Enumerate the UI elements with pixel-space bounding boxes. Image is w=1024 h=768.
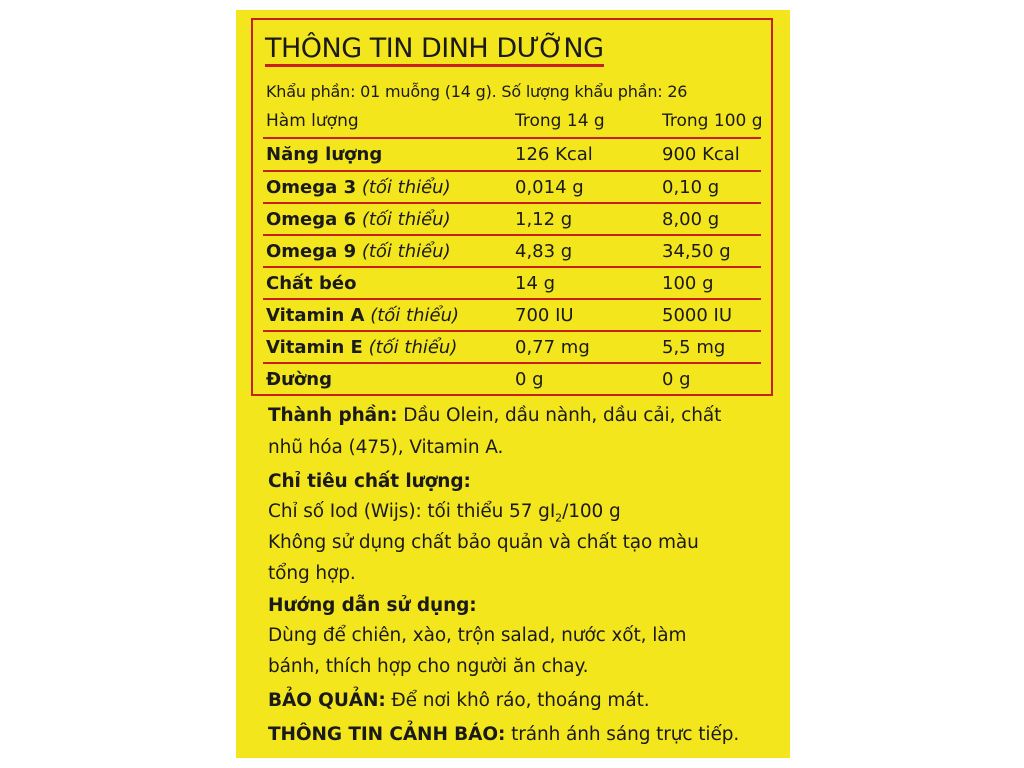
- usage-line-1: Dùng để chiên, xào, trộn salad, nước xốt, làm: [268, 625, 687, 646]
- header-name: Hàm lượng: [266, 111, 359, 131]
- nutrient-per-serving: 700 IU: [515, 305, 574, 326]
- nutrition-row: [263, 268, 761, 299]
- nutrient-per-100: 100 g: [662, 273, 714, 294]
- nutrient-per-serving: 0,014 g: [515, 177, 584, 198]
- nutrient-name: Vitamin A: [266, 305, 365, 326]
- quality-line-3: tổng hợp.: [268, 563, 356, 584]
- nutrient-name: Năng lượng: [266, 144, 383, 165]
- iodine-text: Chỉ số Iod (Wijs): tối thiểu 57 gI: [268, 501, 556, 522]
- storage-text: Để nơi khô ráo, thoáng mát.: [391, 690, 650, 711]
- nutrient-per-100: 34,50 g: [662, 241, 731, 262]
- nutrient-per-serving: 14 g: [515, 273, 556, 294]
- nutrient-per-serving: 0 g: [515, 369, 544, 390]
- nutrient-per-100: 8,00 g: [662, 209, 720, 230]
- nutrient-per-serving: 1,12 g: [515, 209, 573, 230]
- nutrition-row: [263, 204, 761, 235]
- quality-line-2: Không sử dụng chất bảo quản và chất tạo màu: [268, 532, 699, 553]
- usage-heading: Hướng dẫn sử dụng:: [268, 595, 477, 616]
- warning-label: THÔNG TIN CẢNH BÁO:: [268, 724, 506, 745]
- nutrient-note: (tối thiểu): [361, 209, 451, 230]
- nutrient-per-100: 0 g: [662, 369, 691, 390]
- nutrition-row: [263, 236, 761, 267]
- nutrient-name: Chất béo: [266, 273, 357, 294]
- nutrient-name: Đường: [266, 369, 332, 390]
- nutrition-row: [263, 172, 761, 203]
- nutrient-per-serving: 4,83 g: [515, 241, 573, 262]
- warning-line: [268, 719, 739, 751]
- header-per-100: Trong 100 g: [662, 111, 763, 131]
- nutrition-facts-box: [251, 18, 773, 396]
- nutrient-name: Vitamin E: [266, 337, 363, 358]
- nutrient-per-100: 5,5 mg: [662, 337, 726, 358]
- nutrient-name: Omega 6: [266, 209, 357, 230]
- nutrient-note: (tối thiểu): [361, 241, 451, 262]
- nutrient-note: (tối thiểu): [361, 177, 451, 198]
- nutrient-per-100: 900 Kcal: [662, 144, 740, 165]
- header-per-serving: Trong 14 g: [515, 111, 605, 131]
- ingredients-line-1: [268, 400, 721, 432]
- quality-heading: Chỉ tiêu chất lượng:: [268, 471, 471, 492]
- iodine-subscript: 2: [555, 511, 563, 525]
- nutrient-per-serving: 0,77 mg: [515, 337, 590, 358]
- nutrition-row: [263, 364, 761, 395]
- nutrition-row: [263, 300, 761, 331]
- ingredients-label: Thành phần:: [268, 405, 398, 426]
- iodine-unit: /100 g: [562, 501, 621, 522]
- nutrition-title: THÔNG TIN DINH DƯỠNG: [265, 34, 604, 67]
- serving-info: Khẩu phần: 01 muỗng (14 g). Số lượng khẩu phần: 26: [266, 82, 688, 101]
- nutrient-name: Omega 9: [266, 241, 357, 262]
- nutrition-row: [263, 139, 761, 170]
- nutrition-row: [263, 332, 761, 363]
- nutrient-per-100: 0,10 g: [662, 177, 720, 198]
- warning-text: tránh ánh sáng trực tiếp.: [511, 724, 740, 745]
- storage-line: [268, 685, 650, 717]
- ingredients-text: Dầu Olein, dầu nành, dầu cải, chất: [403, 405, 722, 426]
- nutrient-name: Omega 3: [266, 177, 357, 198]
- product-label: [236, 10, 790, 758]
- nutrient-per-serving: 126 Kcal: [515, 144, 593, 165]
- nutrition-header-row: [263, 106, 761, 137]
- nutrient-per-100: 5000 IU: [662, 305, 733, 326]
- ingredients-line-2: nhũ hóa (475), Vitamin A.: [268, 437, 504, 458]
- storage-label: BẢO QUẢN:: [268, 690, 386, 711]
- nutrient-note: (tối thiểu): [368, 337, 458, 358]
- usage-line-2: bánh, thích hợp cho người ăn chay.: [268, 656, 589, 677]
- nutrient-note: (tối thiểu): [370, 305, 460, 326]
